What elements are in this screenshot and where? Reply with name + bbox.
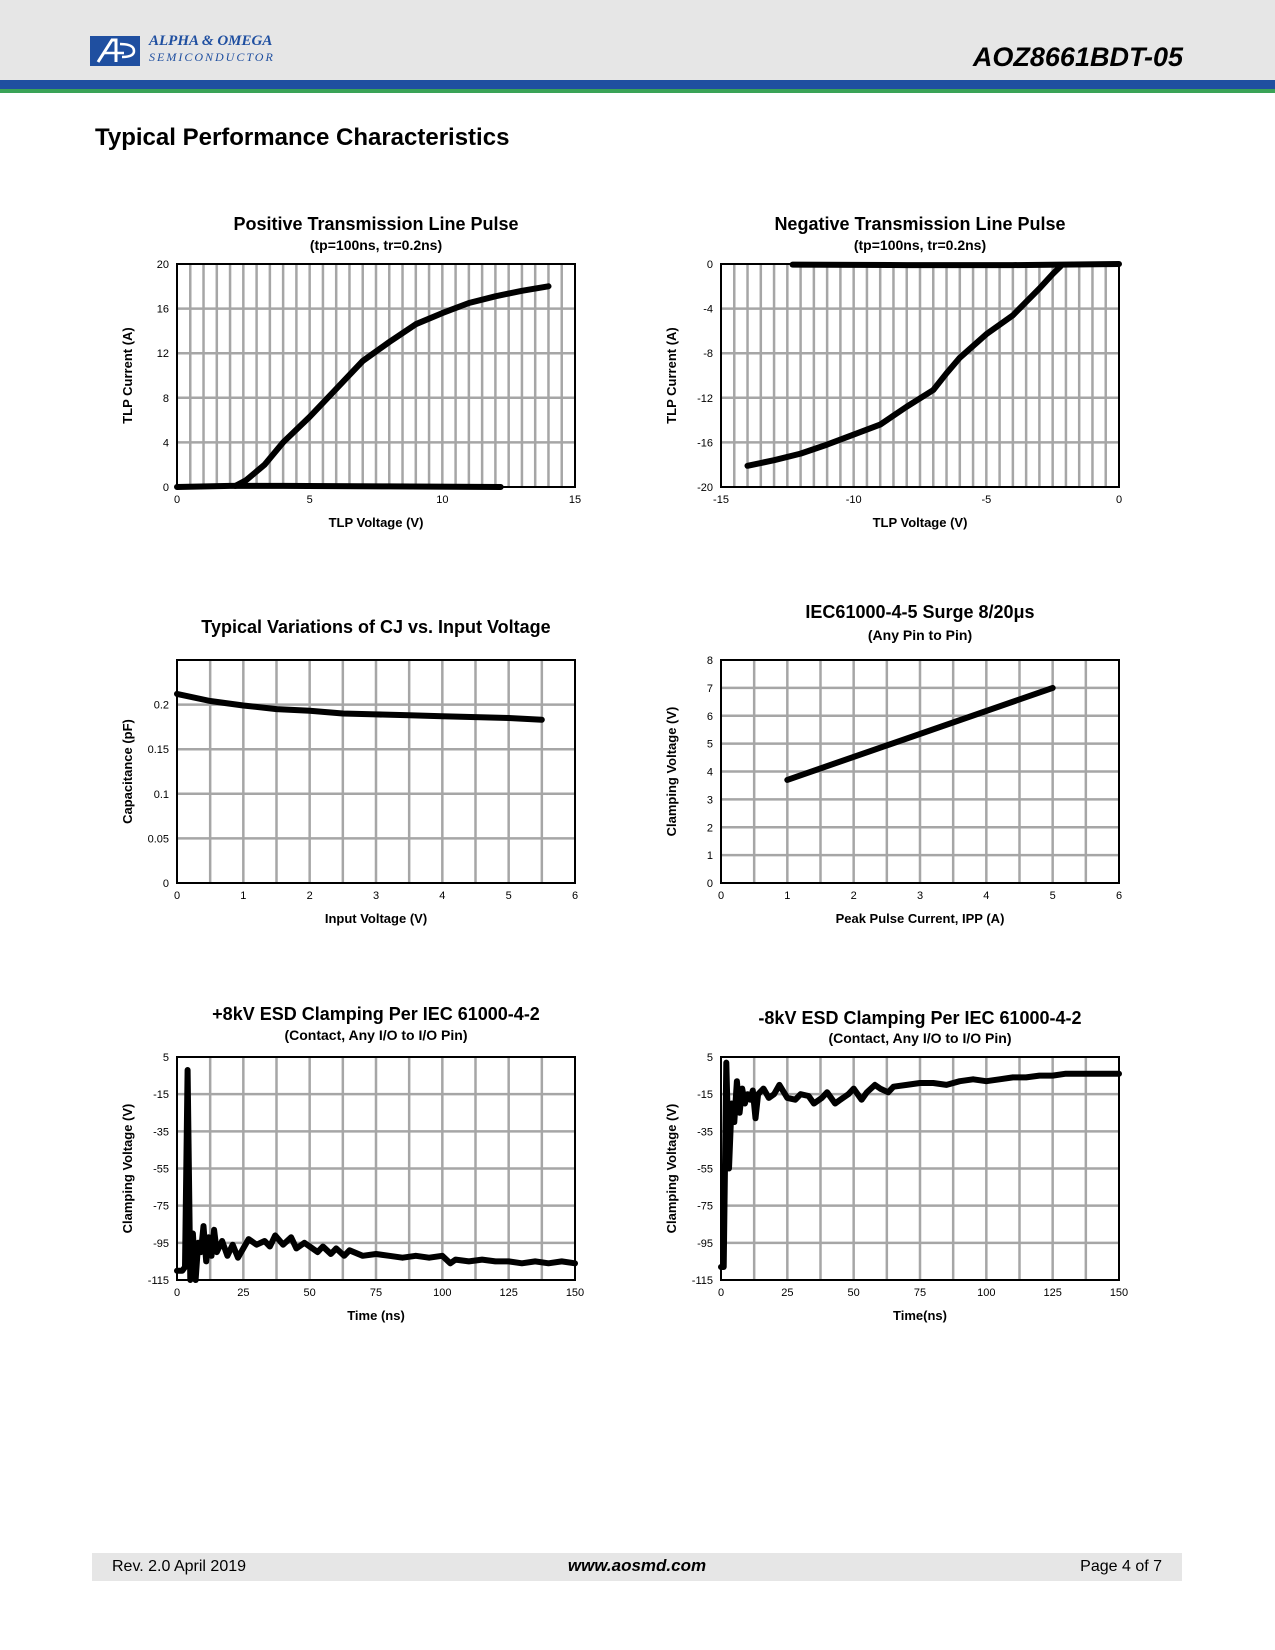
x-tick-label: 5	[1049, 890, 1056, 902]
y-tick-label: 4	[162, 437, 169, 450]
y-tick-label: 0.1	[153, 788, 169, 801]
y-tick-label: 5	[162, 1052, 169, 1064]
chart-subtitle: (Any Pin to Pin)	[867, 627, 973, 643]
y-tick-label: -35	[697, 1126, 713, 1139]
page-number: Page 4 of 7	[1080, 1558, 1162, 1575]
revision-text: Rev. 2.0 April 2019	[112, 1558, 247, 1575]
x-tick-label: 6	[1115, 890, 1123, 902]
y-tick-label: -8	[703, 348, 713, 361]
chart-title: Positive Transmission Line Pulse	[233, 214, 519, 234]
x-tick-label: 100	[977, 1287, 996, 1299]
x-tick-label: 4	[439, 890, 446, 902]
company-name: ALPHA & OMEGA	[149, 33, 273, 49]
x-tick-label: 0	[173, 494, 181, 506]
chart-title: IEC61000-4-5 Surge 8/20μs	[805, 602, 1035, 622]
x-tick-label: 0	[1115, 494, 1123, 506]
y-tick-label: 0.15	[147, 744, 169, 757]
chart-subtitle: (Contact, Any I/O to I/O Pin)	[828, 1030, 1012, 1046]
y-tick-label: -15	[153, 1089, 169, 1102]
x-axis-label: Time(ns)	[893, 1308, 947, 1323]
x-tick-label: 2	[850, 890, 857, 902]
y-tick-label: 12	[156, 348, 169, 361]
y-tick-label: 0	[706, 259, 713, 271]
y-tick-label: -55	[697, 1163, 713, 1176]
y-axis-label: Clamping Voltage (V)	[664, 706, 679, 837]
x-tick-label: 5	[505, 890, 512, 902]
x-tick-label: 25	[781, 1287, 794, 1299]
y-tick-label: -35	[153, 1126, 169, 1139]
x-tick-label: 50	[303, 1287, 316, 1299]
x-tick-label: 75	[369, 1287, 383, 1299]
y-axis-label: Clamping Voltage (V)	[120, 1103, 135, 1234]
y-tick-label: 8	[706, 655, 713, 667]
x-tick-label: -15	[713, 494, 729, 506]
x-tick-label: 0	[717, 1287, 725, 1299]
y-tick-label: 0.2	[153, 699, 169, 712]
y-tick-label: -20	[697, 482, 713, 494]
x-tick-label: -5	[981, 494, 992, 506]
x-tick-label: 75	[913, 1287, 927, 1299]
y-tick-label: -95	[153, 1237, 169, 1250]
y-tick-label: -75	[697, 1200, 713, 1213]
x-tick-label: 5	[306, 494, 313, 506]
x-tick-label: 100	[433, 1287, 452, 1299]
y-tick-label: 0	[162, 482, 169, 494]
y-tick-label: 3	[706, 794, 713, 807]
chart-subtitle: (Contact, Any I/O to I/O Pin)	[284, 1027, 468, 1043]
y-tick-label: 0	[162, 878, 169, 890]
y-tick-label: 2	[706, 822, 713, 835]
x-tick-label: 3	[916, 890, 924, 902]
y-tick-label: -15	[697, 1089, 713, 1102]
x-tick-label: 150	[565, 1287, 585, 1299]
y-axis-label: TLP Current (A)	[664, 327, 679, 424]
y-tick-label: 0	[706, 878, 713, 890]
y-tick-label: -115	[691, 1275, 713, 1287]
x-tick-label: 6	[571, 890, 579, 902]
y-tick-label: 20	[156, 259, 169, 271]
y-tick-label: 16	[156, 303, 169, 316]
y-tick-label: -55	[153, 1163, 169, 1176]
x-tick-label: 2	[306, 890, 313, 902]
x-axis-label: Time (ns)	[347, 1308, 405, 1323]
x-tick-label: 1	[784, 890, 791, 902]
y-axis-label: Capacitance (pF)	[120, 719, 135, 824]
x-tick-label: 150	[1109, 1287, 1129, 1299]
y-tick-label: -95	[697, 1237, 713, 1250]
x-tick-label: 1	[240, 890, 247, 902]
chart-title: Typical Variations of CJ vs. Input Voltage	[201, 617, 551, 637]
data-series-line	[793, 264, 1119, 265]
x-tick-label: 15	[568, 494, 582, 506]
y-tick-label: 0.05	[147, 833, 169, 846]
page-footer	[92, 1553, 1182, 1581]
part-number: AOZ8661BDT-05	[972, 42, 1183, 72]
section-title: Typical Performance Characteristics	[95, 124, 510, 151]
chart-subtitle: (tp=100ns, tr=0.2ns)	[853, 237, 987, 253]
y-tick-label: -12	[697, 392, 713, 405]
y-tick-label: -4	[703, 303, 713, 316]
x-tick-label: 4	[983, 890, 990, 902]
y-tick-label: 7	[706, 682, 713, 695]
y-tick-label: -75	[153, 1200, 169, 1213]
chart-subtitle: (tp=100ns, tr=0.2ns)	[309, 237, 443, 253]
y-tick-label: -16	[697, 437, 713, 450]
x-tick-label: 10	[436, 494, 449, 506]
x-tick-label: 25	[237, 1287, 250, 1299]
data-series-line	[177, 694, 542, 720]
x-tick-label: 125	[1043, 1287, 1062, 1299]
x-tick-label: 125	[499, 1287, 518, 1299]
chart-title: -8kV ESD Clamping Per IEC 61000-4-2	[758, 1008, 1082, 1028]
y-tick-label: 8	[162, 392, 169, 405]
x-axis-label: Peak Pulse Current, IPP (A)	[835, 911, 1005, 926]
company-subname: SEMICONDUCTOR	[149, 50, 275, 64]
y-tick-label: 4	[706, 766, 713, 779]
x-axis-label: TLP Voltage (V)	[328, 515, 424, 530]
y-tick-label: 1	[706, 850, 713, 863]
chart-title: Negative Transmission Line Pulse	[774, 214, 1066, 234]
x-tick-label: 0	[717, 890, 725, 902]
y-tick-label: 5	[706, 1052, 713, 1064]
data-series-line	[177, 486, 501, 487]
y-tick-label: -115	[147, 1275, 169, 1287]
x-tick-label: 0	[173, 1287, 181, 1299]
x-tick-label: 0	[173, 890, 181, 902]
x-tick-label: 50	[847, 1287, 860, 1299]
website-link[interactable]: www.aosmd.com	[567, 1556, 707, 1575]
x-tick-label: -10	[845, 494, 862, 506]
y-tick-label: 6	[706, 710, 713, 723]
x-axis-label: TLP Voltage (V)	[872, 515, 968, 530]
y-tick-label: 5	[706, 738, 713, 751]
x-axis-label: Input Voltage (V)	[324, 911, 428, 926]
y-axis-label: TLP Current (A)	[120, 327, 135, 424]
chart-title: +8kV ESD Clamping Per IEC 61000-4-2	[212, 1004, 540, 1024]
y-axis-label: Clamping Voltage (V)	[664, 1103, 679, 1234]
x-tick-label: 3	[372, 890, 380, 902]
